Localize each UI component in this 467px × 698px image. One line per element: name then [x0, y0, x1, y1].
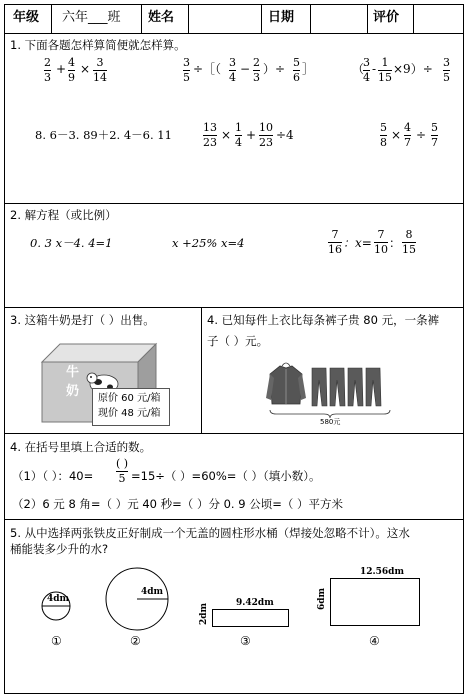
q4a-text-line1: 4. 已知每件上衣比每条裤子贵 80 元，一条裤 — [207, 313, 440, 327]
q4-title: 4. 在括号里填上合适的数。 — [10, 440, 152, 454]
row-divider — [4, 433, 464, 434]
table-border-right — [463, 4, 464, 694]
q5-text-line2: 桶能装多少升的水? — [10, 542, 109, 556]
q1-expr-4: 8. 6－3. 89＋2. 4－6. 11 — [35, 128, 172, 142]
row-divider — [4, 33, 464, 34]
large-circle-radius: 4dm — [141, 587, 164, 597]
current-price: 现价 48 元/箱 — [98, 408, 161, 419]
header-divider — [413, 4, 414, 33]
q4a-text-line2: 子（ ）元。 — [207, 334, 269, 348]
row-divider — [4, 307, 464, 308]
table-border-top — [4, 4, 464, 5]
figure-number-1: ① — [51, 634, 62, 648]
original-price: 原价 60 元/箱 — [98, 393, 161, 404]
eval-label: 评价 — [373, 10, 400, 25]
q2-equation-1: 0. 3 x－4. 4=1 — [30, 236, 113, 250]
table-border-left — [4, 4, 5, 694]
clothes-illustration — [266, 360, 394, 430]
price-tag — [92, 388, 170, 426]
q4-item-2: （2）6 元 8 角=（ ）元 40 秒=（ ）分 0. 9 公顷=（ ）平方米 — [12, 497, 343, 511]
figure-number-3: ③ — [240, 634, 251, 648]
header-divider — [188, 4, 189, 33]
table-border-bottom — [4, 693, 464, 694]
header-divider — [51, 4, 52, 33]
q2-equation-2: x +25% x=4 — [172, 236, 245, 250]
figure-number-4: ④ — [369, 634, 380, 648]
q4-item-1-suffix: =15÷（ ）=60%=（ ）（填小数）。 — [131, 469, 321, 483]
q1-title: 1. 下面各题怎样算简便就怎样算。 — [10, 38, 186, 52]
header-divider — [310, 4, 311, 33]
q3-title: 3. 这箱牛奶是打（ ）出售。 — [10, 313, 155, 327]
q4-item-1-fraction: ( ) 5 — [116, 457, 129, 485]
class-field[interactable]: 六年___班 — [62, 10, 121, 25]
date-label: 日期 — [268, 10, 295, 25]
small-rectangle-length: 9.42dm — [236, 598, 274, 608]
large-circle-figure — [104, 566, 170, 632]
row-divider — [4, 519, 464, 520]
large-rectangle-width: 6dm — [317, 587, 327, 610]
box-char-2: 奶 — [66, 384, 80, 399]
column-divider — [201, 307, 202, 433]
total-price-label: 580元 — [320, 418, 341, 426]
name-label: 姓名 — [148, 10, 175, 25]
small-rectangle-figure — [212, 609, 289, 627]
q2-title: 2. 解方程（或比例） — [10, 208, 117, 222]
small-circle-diameter: 4dm — [47, 594, 70, 604]
q5-text-line1: 5. 从中选择两张铁皮正好制成一个无盖的圆柱形水桶（焊接处忽略不计）。这水 — [10, 526, 410, 540]
small-rectangle-width: 2dm — [199, 602, 209, 625]
row-divider — [4, 203, 464, 204]
header-divider — [261, 4, 262, 33]
box-char-1: 牛 — [66, 365, 80, 380]
q4-item-1-prefix: （1）（ ）：40= — [12, 469, 94, 483]
large-rectangle-figure — [330, 578, 420, 626]
header-divider — [141, 4, 142, 33]
large-rectangle-length: 12.56dm — [360, 567, 404, 577]
header-divider — [367, 4, 368, 33]
grade-label: 年级 — [13, 10, 40, 25]
figure-number-2: ② — [130, 634, 141, 648]
